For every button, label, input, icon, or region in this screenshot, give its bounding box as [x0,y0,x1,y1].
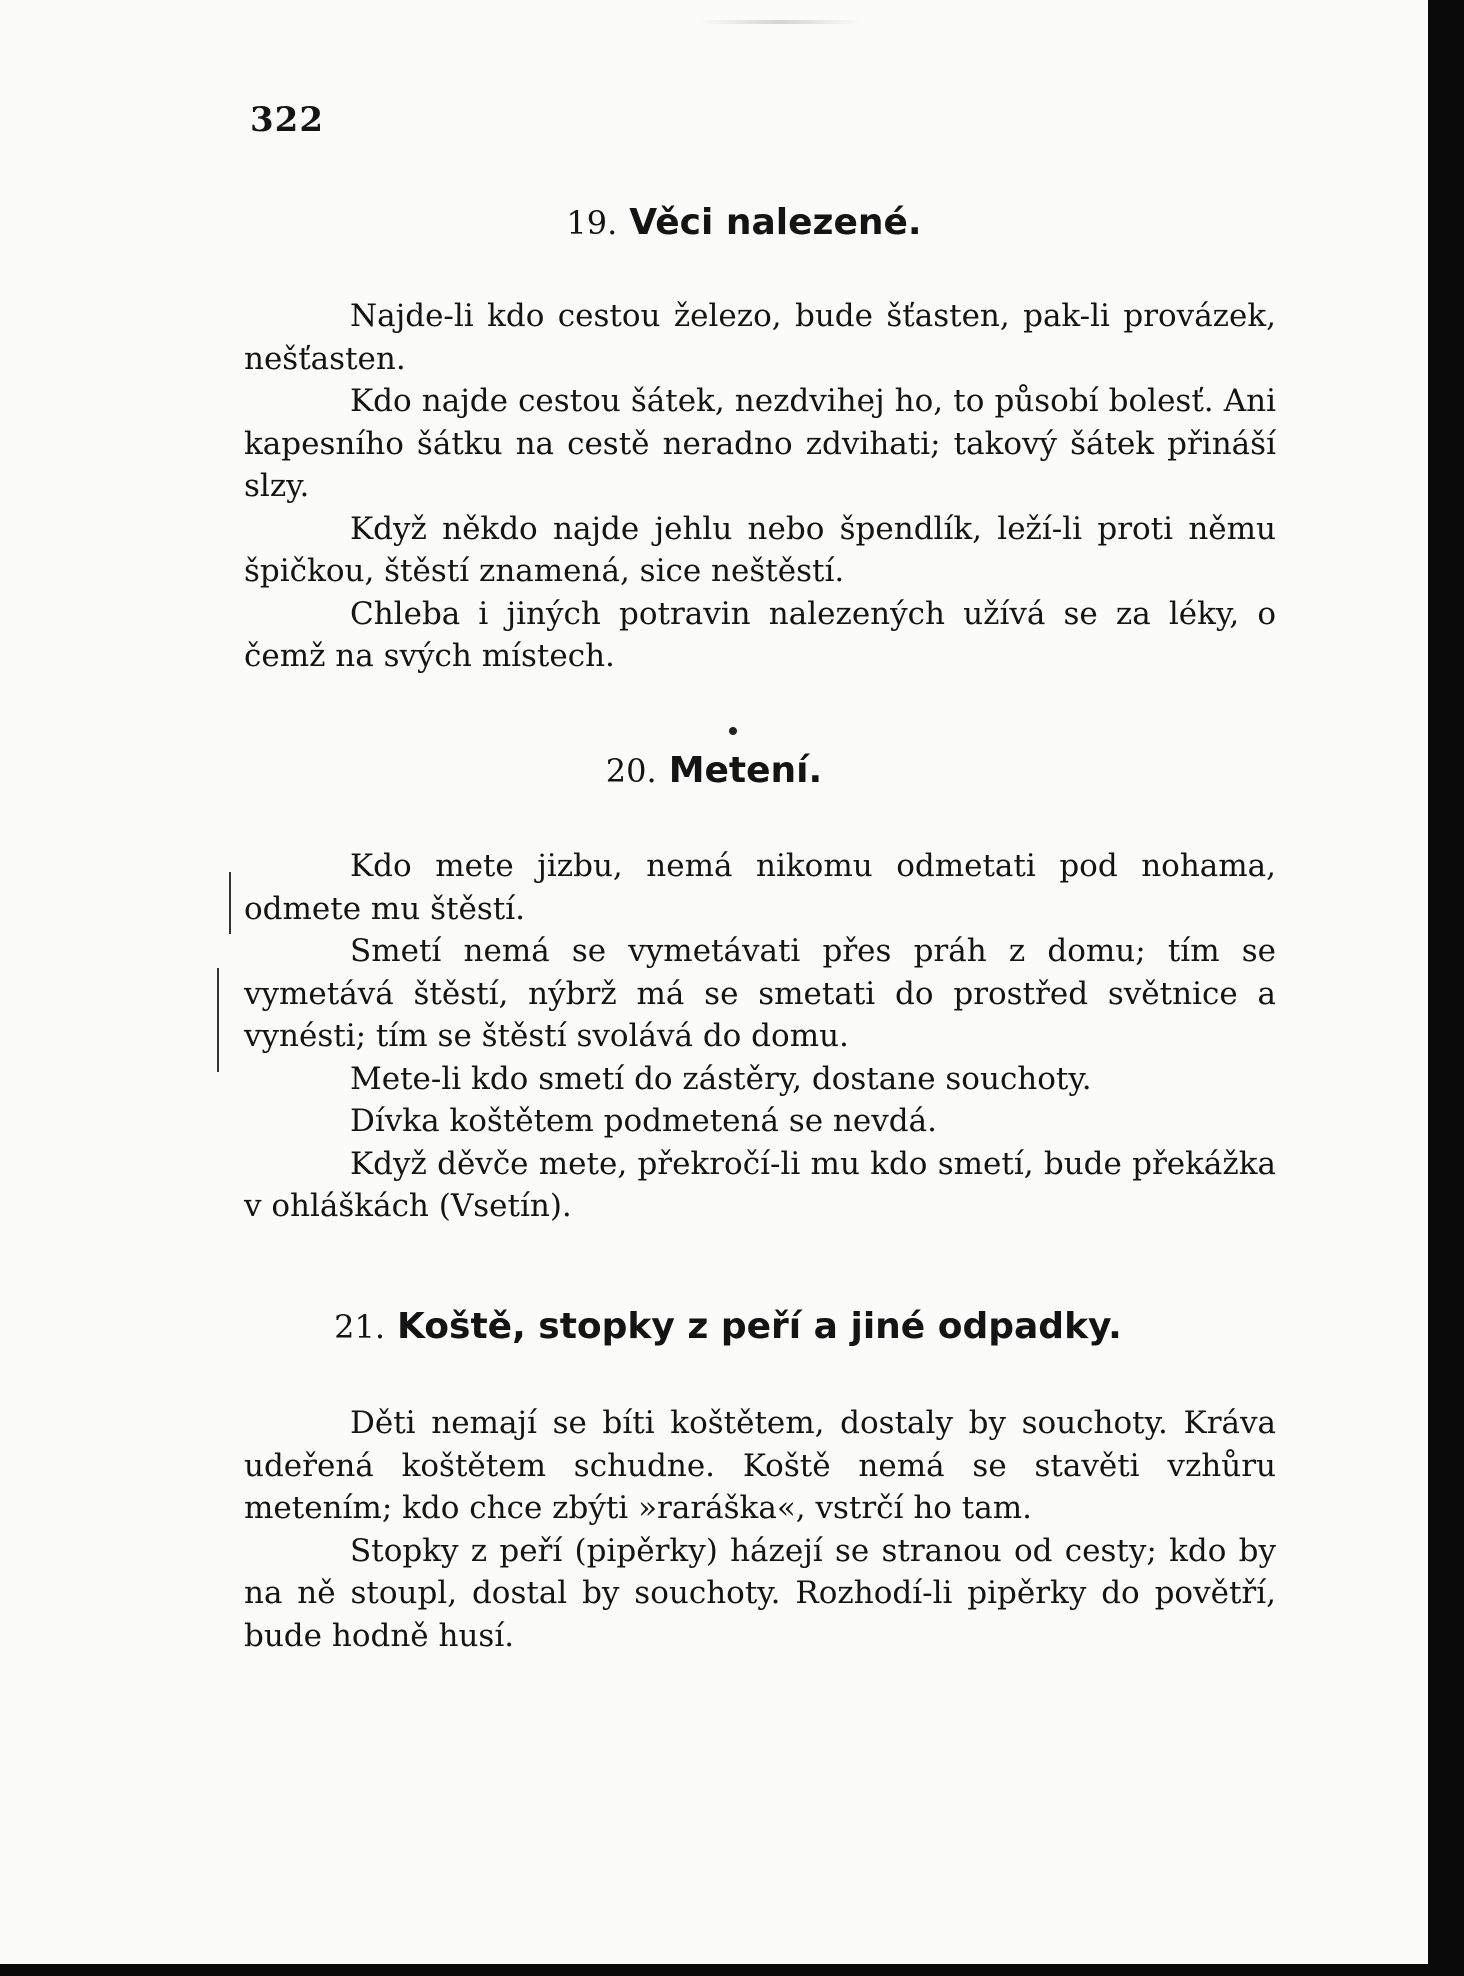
section-heading-19 [0,202,1428,243]
paragraph: Když někdo najde jehlu nebo špendlík, leží-li proti němu špičkou, štěstí znamená, sice neštěstí. [244,510,1276,589]
section-number: 21. [334,1308,386,1346]
scan-smudge [700,20,860,24]
section-title: Metení. [668,750,823,791]
scan-border-bottom [0,1964,1464,1976]
section-heading-21 [0,1306,1428,1347]
section-number: 20. [605,752,657,790]
paragraph: Děti nemají se bíti koštětem, dostaly by souchoty. Kráva udeřená koštětem schudne. Koště nemá se stavěti vzhůru metením; kdo chce zbýti »raráška«, vstrčí ho tam. [244,1405,1276,1526]
section-title: Věci nalezené. [629,202,922,243]
paragraph: Kdo mete jizbu, nemá nikomu odmetati pod nohama, odmete mu štěstí. [244,848,1276,927]
section-body-19 [244,295,1276,678]
paragraph: Kdo najde cestou šátek, nezdvihej ho, to působí bolesť. Ani kapesního šátku na cestě neradno zdvihati; takový šátek přináší slzy. [244,383,1276,504]
section-title: Koště, stopky z peří a jiné odpadky. [397,1306,1122,1347]
ink-dot [729,727,737,735]
margin-mark [217,968,219,1072]
paragraph: Když děvče mete, překročí-li mu kdo smetí, bude překážka v ohláškách (Vsetín). [244,1145,1276,1224]
page-number: 322 [250,100,324,140]
paragraph: Chleba i jiných potravin nalezených užívá se za léky, o čemž na svých místech. [244,595,1276,674]
margin-mark [229,872,231,934]
section-heading-20 [0,750,1428,791]
paragraph: Mete-li kdo smetí do zástěry, dostane souchoty. [350,1060,1092,1097]
section-body-21 [244,1402,1276,1657]
paragraph: Stopky z peří (pipěrky) házejí se stranou od cesty; kdo by na ně stoupl, dostal by souchoty. Rozhodí-li pipěrky do povětří, bude hodně husí. [244,1532,1276,1654]
paragraph: Smetí nemá se vymetávati přes práh z domu; tím se vymetává štěstí, nýbrž má se smetati do prostřed světnice a vynésti; tím se štěstí svolává do domu. [244,933,1276,1054]
scan-border-right [1428,0,1464,1976]
section-number: 19. [566,204,618,242]
paragraph: Dívka koštětem podmetená se nevdá. [350,1103,937,1139]
paragraph: Najde-li kdo cestou železo, bude šťasten, pak-li provázek, nešťasten. [244,298,1276,377]
section-body-20 [244,845,1276,1228]
